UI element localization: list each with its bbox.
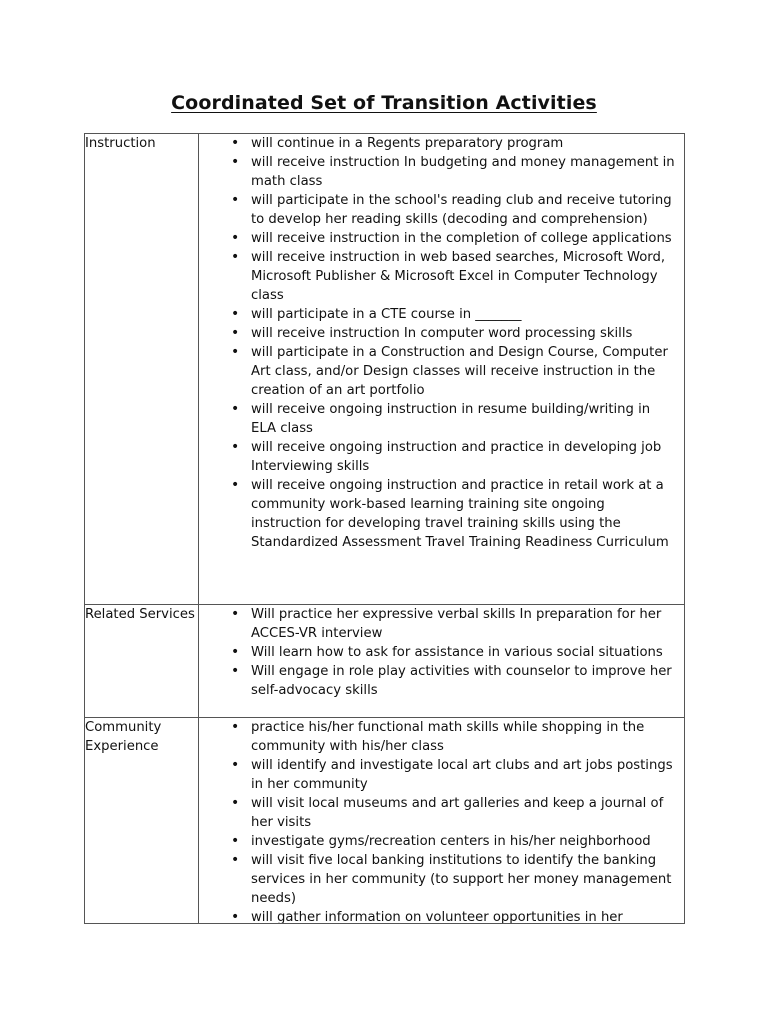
list-item: • will receive instruction in the completion of college applications: [251, 229, 676, 248]
row-label-text: Community Experience: [85, 720, 162, 754]
list-item: • will receive ongoing instruction and practice in developing job Interviewing skills: [251, 438, 676, 476]
list-item: • will identify and investigate local art clubs and art jobs postings in her community: [251, 756, 676, 794]
list-item: • will visit local museums and art galleries and keep a journal of her visits: [251, 794, 676, 832]
list-item: • will receive ongoing instruction and practice in retail work at a community work-based learning training site ongoing instruction for developing travel training skills using the Standardized Assessment Travel Training Readiness Curriculum: [251, 476, 676, 552]
row-label-text: Related Services: [85, 607, 195, 622]
transition-activities-table: [84, 133, 685, 924]
list-item: • will receive ongoing instruction in resume building/writing in ELA class: [251, 400, 676, 438]
list-item: • will continue in a Regents preparatory program: [251, 134, 676, 153]
row-items-related-services: [199, 605, 685, 718]
table-row-community-experience: [85, 718, 685, 924]
list-item: • will receive instruction in web based searches, Microsoft Word, Microsoft Publisher & Microsoft Excel in Computer Technology class: [251, 248, 676, 305]
row-label-community-experience: [85, 718, 199, 924]
list-item: • will receive instruction In budgeting and money management in math class: [251, 153, 676, 191]
row-label-related-services: [85, 605, 199, 718]
list-item: • Will learn how to ask for assistance in various social situations: [251, 643, 676, 662]
bullet-list-instruction: [199, 134, 684, 552]
bullet-list-community-experience: [199, 718, 684, 923]
row-label-text: Instruction: [85, 136, 156, 151]
list-item: • Will engage in role play activities with counselor to improve her self-advocacy skills: [251, 662, 676, 700]
table-row-instruction: [85, 134, 685, 605]
list-item: • will participate in a Construction and Design Course, Computer Art class, and/or Design classes will receive instruction in the creation of an art portfolio: [251, 343, 676, 400]
bullet-list-related-services: [199, 605, 684, 700]
row-label-instruction: [85, 134, 199, 605]
list-item: • will participate in the school's reading club and receive tutoring to develop her reading skills (decoding and comprehension): [251, 191, 676, 229]
list-item: • will visit five local banking institutions to identify the banking services in her community (to support her money management needs): [251, 851, 676, 908]
list-item: • will receive instruction In computer word processing skills: [251, 324, 676, 343]
list-item: • will gather information on volunteer opportunities in her: [251, 908, 676, 923]
list-item: • practice his/her functional math skills while shopping in the community with his/her class: [251, 718, 676, 756]
list-item: • Will practice her expressive verbal skills In preparation for her ACCES-VR interview: [251, 605, 676, 643]
list-item: • will participate in a CTE course in _______: [251, 305, 676, 324]
list-item: • investigate gyms/recreation centers in his/her neighborhood: [251, 832, 676, 851]
document-title: Coordinated Set of Transition Activities: [171, 92, 597, 114]
row-items-instruction: [199, 134, 685, 605]
table-row-related-services: [85, 605, 685, 718]
row-items-community-experience: [199, 718, 685, 924]
